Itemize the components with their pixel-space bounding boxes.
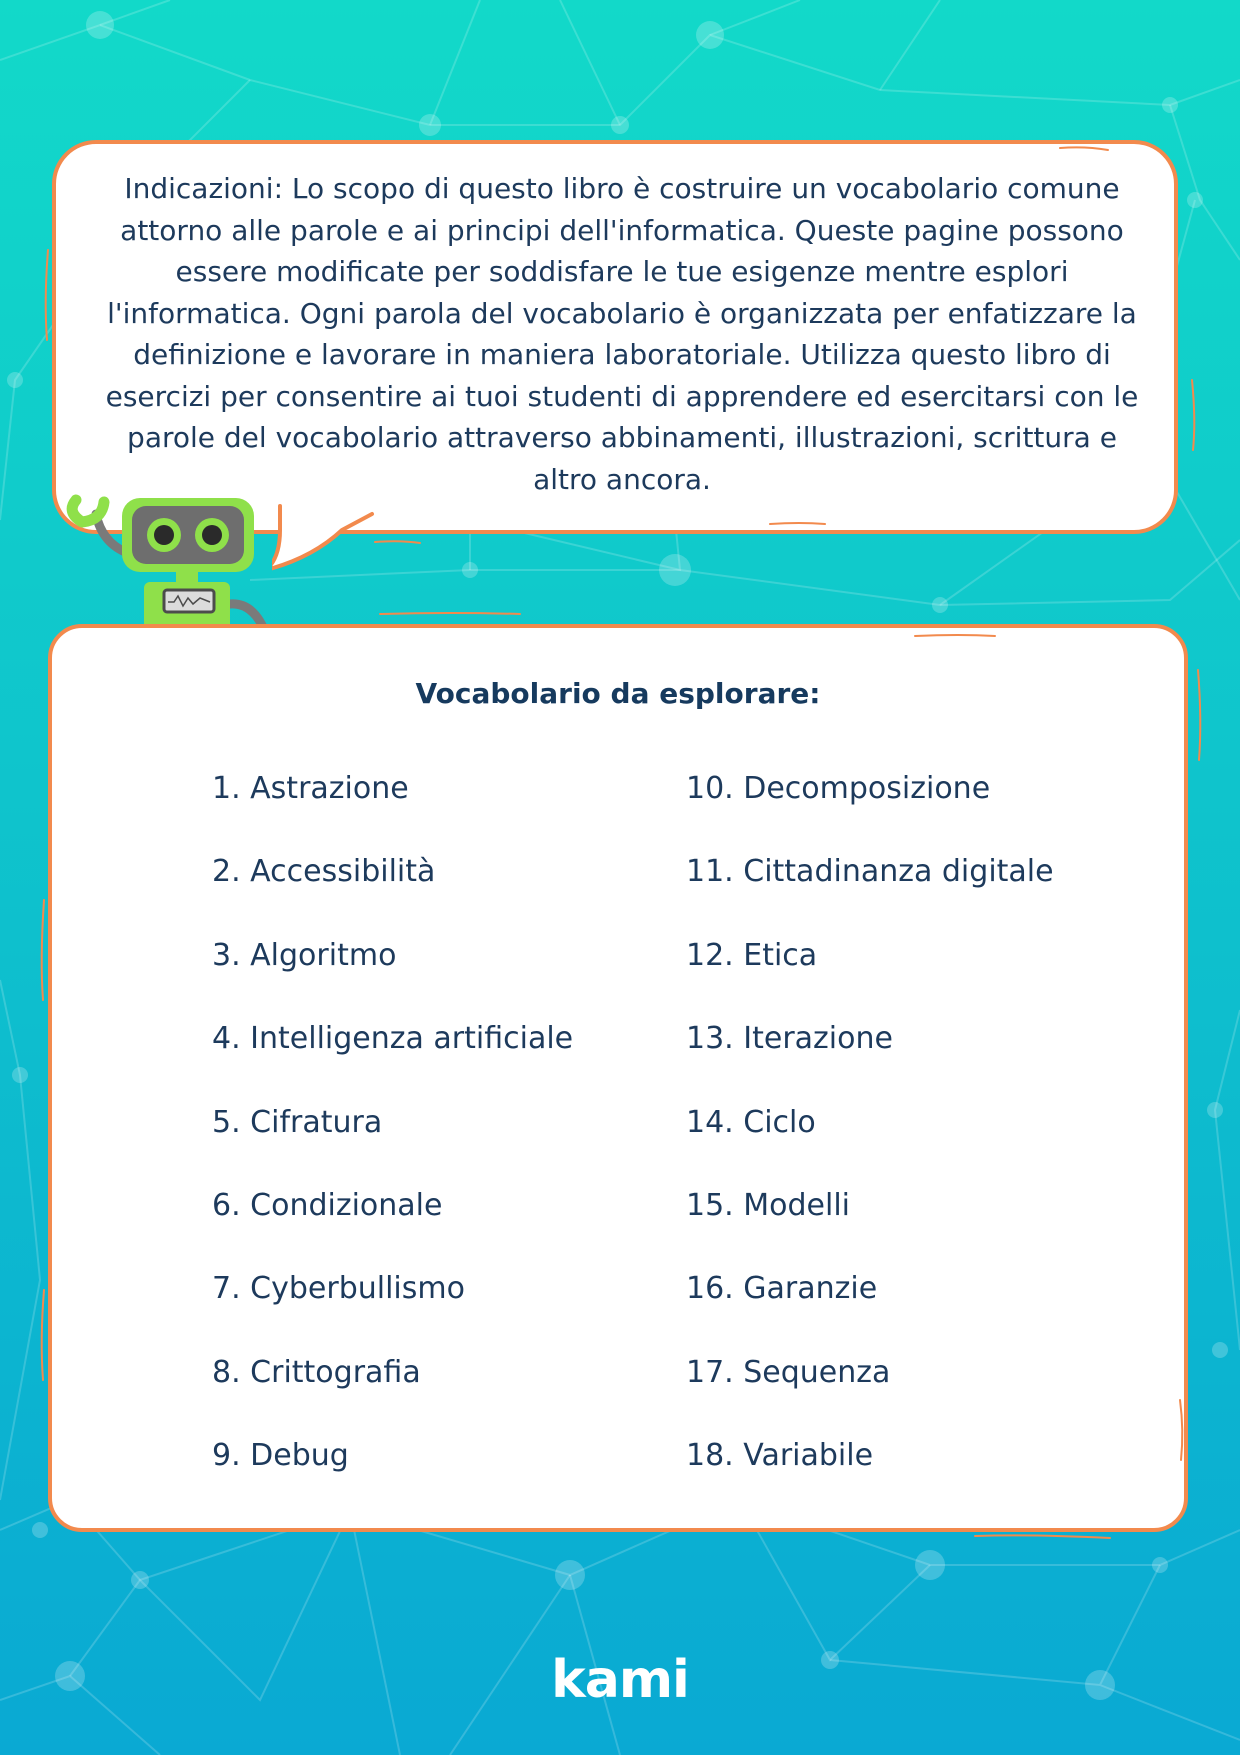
vocabulary-list-left (212, 764, 573, 1515)
vocabulary-item: 5. Cifratura (212, 1104, 383, 1140)
vocabulary-item: 18. Variabile (686, 1438, 874, 1474)
vocabulary-item: 13. Iterazione (686, 1021, 893, 1057)
vocabulary-item: 12. Etica (686, 937, 818, 973)
vocabulary-item: 3. Algoritmo (212, 937, 397, 973)
vocabulary-item: 2. Accessibilità (212, 854, 436, 890)
vocabulary-item: 4. Intelligenza artificiale (212, 1021, 574, 1057)
vocabulary-item: 8. Crittografia (212, 1354, 421, 1390)
vocabulary-item: 6. Condizionale (212, 1187, 443, 1223)
kami-logo: kami (551, 1650, 689, 1710)
vocabulary-item: 14. Ciclo (686, 1104, 816, 1140)
vocabulary-item: 16. Garanzie (686, 1271, 878, 1307)
vocabulary-item: 17. Sequenza (686, 1354, 891, 1390)
vocabulary-item: 11. Cittadinanza digitale (686, 854, 1054, 890)
vocabulary-item: 10. Decomposizione (686, 771, 991, 806)
vocabulary-item: 7. Cyberbullismo (212, 1271, 465, 1307)
vocabulary-list-right (686, 764, 1054, 1515)
vocabulary-title: Vocabolario da esplorare: (415, 677, 821, 710)
vocabulary-item: 9. Debug (212, 1438, 349, 1474)
vocabulary-item: 1. Astrazione (212, 771, 409, 806)
vocabulary-item: 15. Modelli (686, 1187, 850, 1223)
instructions-text: Indicazioni: Lo scopo di questo libro è costruire un vocabolario comune attorno alle parole e ai principi dell'informatica. Queste pagine possono essere modificate per soddisfare le tue esigenze mentre esplori l'informatica. Ogni parola del vocabolario è organizzata per enfatizzare la definizione e lavorare in maniera laboratoriale. Utilizza questo libro di esercizi per consentire ai tuoi studenti di apprendere ed esercitarsi con le parole del vocabolario attraverso abbinamenti, illustrazioni, scrittura e altro ancora. (105, 172, 1139, 496)
